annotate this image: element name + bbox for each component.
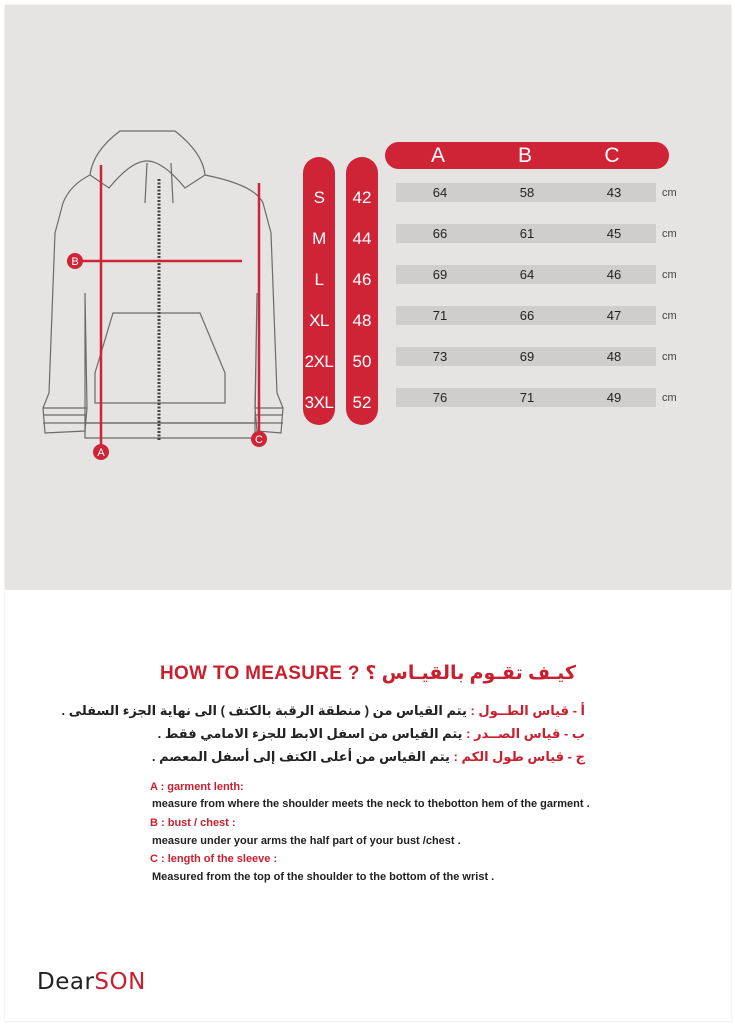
drawstring-right <box>171 163 173 203</box>
eu-size-label: 44 <box>352 229 372 248</box>
measurement-a: 66 <box>432 226 448 241</box>
measurement-c: 45 <box>606 226 622 241</box>
unit-label: cm <box>662 351 677 363</box>
unit-label: cm <box>662 269 677 281</box>
arabic-line-c: ج - قياس طول الكم : يتم القياس من أعلى الكتف إلى أسفل المعصم . <box>151 749 585 764</box>
size-guide-page <box>5 5 731 1021</box>
size-label: 3XL <box>304 393 334 412</box>
header-b: B <box>517 144 532 167</box>
english-heading-b: B : bust / chest : <box>150 817 236 829</box>
size-label: S <box>313 188 325 207</box>
size-label: L <box>314 270 324 289</box>
size-row <box>396 265 656 284</box>
size-row <box>396 183 656 202</box>
marker-b-label: B <box>71 256 79 268</box>
unit-label: cm <box>662 187 677 199</box>
hoodie-diagram <box>35 123 295 468</box>
size-row <box>396 306 656 325</box>
size-chart-panel <box>5 5 731 590</box>
size-label: 2XL <box>304 352 334 371</box>
measurement-b: 64 <box>519 267 535 282</box>
unit-label: cm <box>662 392 677 404</box>
arabic-line-b: ب - قياس الصــدر : يتم القياس من اسفل الابط للجزء الامامي فقط . <box>157 726 585 741</box>
english-heading-a: A : garment lenth: <box>150 781 244 793</box>
measurement-b: 61 <box>519 226 535 241</box>
english-heading-c: C : length of the sleeve : <box>150 853 278 865</box>
measurement-a: 76 <box>432 390 448 405</box>
arabic-line-a: أ - قياس الطــول : يتم القياس من ( منطقة الرقبة بالكتف ) الى نهاية الجزء السفلى . <box>61 703 585 718</box>
eu-size-column <box>346 157 378 425</box>
unit-label: cm <box>662 228 677 240</box>
size-column <box>303 157 335 425</box>
measurement-a: 64 <box>432 185 448 200</box>
eu-size-label: 52 <box>352 393 372 412</box>
marker-c-label: C <box>255 434 263 446</box>
left-cuff <box>43 408 87 423</box>
marker-a-label: A <box>97 447 105 459</box>
size-label: M <box>312 229 326 248</box>
measurement-c: 43 <box>606 185 622 200</box>
measurement-b: 71 <box>519 390 535 405</box>
size-label: XL <box>309 311 329 330</box>
hoodie-hood <box>90 131 205 188</box>
size-row <box>396 224 656 243</box>
hoodie-body <box>43 175 283 433</box>
measurement-b: 58 <box>519 185 535 200</box>
eu-size-label: 42 <box>352 188 372 207</box>
measurement-b: 66 <box>519 308 535 323</box>
measurement-c: 46 <box>606 267 622 282</box>
measurement-header <box>385 142 669 169</box>
eu-size-label: 46 <box>352 270 372 289</box>
size-row <box>396 347 656 366</box>
eu-size-label: 50 <box>352 352 372 371</box>
measurement-c: 49 <box>606 390 622 405</box>
measurement-c: 47 <box>606 308 622 323</box>
measurement-b: 69 <box>519 349 535 364</box>
eu-size-label: 48 <box>352 311 372 330</box>
english-body-b: measure under your arms the half part of your bust /chest . <box>152 835 461 847</box>
hem-ribbing <box>85 423 255 438</box>
measurement-a: 69 <box>432 267 448 282</box>
how-to-measure-title: HOW TO MEASURE ? كيـف تقـوم بالقيـاس ؟ <box>160 663 576 684</box>
header-a: A <box>430 144 445 167</box>
measurement-a: 73 <box>432 349 448 364</box>
measurement-a: 71 <box>432 308 448 323</box>
measurement-c: 48 <box>606 349 622 364</box>
size-row <box>396 388 656 407</box>
unit-label: cm <box>662 310 677 322</box>
header-c: C <box>604 144 620 167</box>
english-body-a: measure from where the shoulder meets the neck to thebotton hem of the garment . <box>152 798 590 810</box>
brand-logo: DearSON <box>37 969 146 995</box>
drawstring-left <box>145 163 147 203</box>
english-body-c: Measured from the top of the shoulder to the bottom of the wrist . <box>152 871 495 883</box>
